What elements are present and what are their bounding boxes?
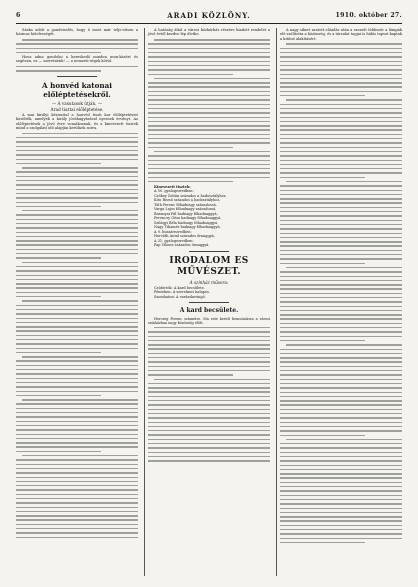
section-divider: [57, 76, 97, 77]
text-lines: [148, 38, 270, 184]
list-item: A 9. huszárezredben:: [154, 229, 192, 234]
list-item: Csőkey Zoltán százados a hadosztályhoz,: [154, 193, 227, 198]
column-divider: [144, 28, 145, 576]
article-paragraph: A mai királyi kézirattal a honvéd tiszti kar előléptetéseit közölték, amelyek a király jóváhagyásával nyernek érvényt. Az előléptetések a jövő évre vonatkoznak, és a kinevezett tisztek mind a szolgálati idő alapján kerülnek sorra.: [16, 112, 140, 130]
article-paragraph: A hatóság által a városi közkórház részére kiadott rendelet a jövő évtől kezdve lép életbe.: [148, 28, 272, 37]
column-divider: [276, 28, 277, 576]
article-subheading: — A vasutasok útján. —: [51, 100, 103, 106]
column-3: [280, 28, 402, 576]
section-divider: [189, 302, 229, 303]
column-1: [16, 28, 138, 576]
text-lines: [280, 42, 402, 545]
section-divider: [189, 251, 229, 252]
program-item: Szombaton: A varázskeringő.: [154, 294, 206, 299]
list-item: Kiss Rezső százados a hadosztályhoz,: [154, 198, 221, 203]
list-item: Ferenczy Géza hadnagy főhadnaggyá,: [154, 216, 222, 221]
list-item: Szilágyi Béla hadnagy főhadnaggyá,: [154, 220, 219, 225]
list-title: Kinevezett tisztek:: [154, 184, 191, 189]
article-heading: A honvéd katonai előléptetésekről.: [42, 80, 112, 99]
list-item: Baranyai Pál hadnagy főhadnaggyá,: [154, 211, 218, 216]
section-heading: IRODALOM ES MŰVÉSZET.: [169, 255, 249, 277]
theatre-program: [154, 286, 270, 300]
list-item: Pap Vilmos százados őrnaggyá.: [154, 243, 210, 248]
publication-title: ARADI KÖZLÖNY.: [167, 11, 251, 20]
page-header: [16, 10, 402, 22]
page-number: 6: [16, 12, 21, 19]
program-item: Pénteken: A szerelmes kalapos.: [154, 290, 210, 295]
text-lines: [16, 64, 138, 73]
column-2: [148, 28, 270, 576]
list-item: Horváth Antal százados őrnaggyá,: [154, 234, 215, 239]
header-rule: [16, 23, 402, 24]
article-subheading: Arad tisztai előléptetése.: [50, 106, 104, 112]
list-item: A 31. gyalogezredben:: [154, 238, 194, 243]
article-paragraph: Sáska adóit a gondviselés, hogy ő most már telje-sítsen a hármas kötelességét.: [16, 28, 140, 37]
list-item: A 50. gyalogezredben:: [154, 189, 194, 194]
section-subheading: A színház műsora:: [189, 279, 229, 285]
text-lines: [16, 38, 138, 55]
article-heading: A kard becsülete.: [179, 307, 239, 315]
list-item: Varga Lajos főhadnagy századossá,: [154, 207, 217, 212]
article-paragraph: Hova adna gondolni a kereskedő minden mun-kásért és segítsen, ez — szeretnénk! — a nemzeti-ségek körül.: [16, 54, 140, 64]
list-item: Tóth Ferenc főhadnagy századossá,: [154, 202, 217, 207]
list-item: Nagy Tihamér hadnagy főhadnaggyá,: [154, 225, 221, 230]
program-item: Csütörtök: A kard becsülete.: [154, 285, 205, 290]
issue-date: 1910. október 27.: [335, 12, 402, 19]
article-paragraph: A nagy sikert aratott előadás után a szerzőt többször a lámpák elé szólította a közönség, és a társulat tagjai is hálás tapsot kaptak a kitűnő alakításért.: [280, 28, 404, 41]
article-paragraph: Herczeg Ferenc színműve. Ma este került bemutatásra a városi színházban nagy közönség előtt.: [148, 317, 270, 326]
text-lines: [16, 131, 138, 539]
text-lines: [148, 325, 270, 463]
promotion-list: [154, 185, 270, 248]
